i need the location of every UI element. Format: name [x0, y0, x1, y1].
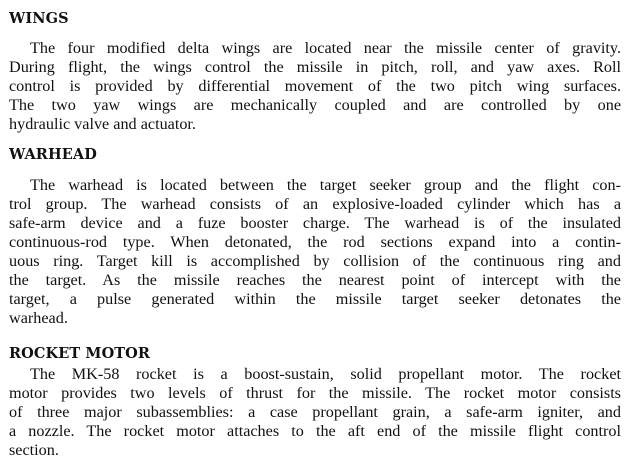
wings-paragraph-line: During flight, the wings control the missile in pitch, roll, and yaw axes. Roll [9, 58, 621, 76]
rocket-motor-paragraph-line: a nozzle. The rocket motor attaches to the aft end of the missile flight control [9, 422, 621, 440]
rocket-motor-paragraph-line: motor provides two levels of thrust for the missile. The rocket motor consists [9, 384, 621, 402]
warhead-paragraph-line: continuous-rod type. When detonated, the rod sections expand into a contin- [9, 233, 621, 251]
section-heading-rocket-motor: ROCKET MOTOR [9, 345, 151, 362]
warhead-paragraph-line: target, a pulse generated within the missile target seeker detonates the [9, 290, 621, 308]
warhead-paragraph-line: safe-arm device and a fuze booster charge. The warhead is of the insulated [9, 214, 621, 232]
warhead-paragraph-line: trol group. The warhead consists of an explosive-loaded cylinder which has a [9, 195, 621, 213]
wings-paragraph-line: The two yaw wings are mechanically coupled and are controlled by one [9, 96, 621, 114]
wings-paragraph-line: control is provided by differential movement of the two pitch wing surfaces. [9, 77, 621, 95]
warhead-paragraph-line: the target. As the missile reaches the nearest point of intercept with the [9, 271, 621, 289]
warhead-paragraph-line: warhead. [9, 309, 68, 327]
warhead-paragraph-line: uous ring. Target kill is accomplished by collision of the continuous ring and [9, 252, 621, 270]
wings-paragraph-line: hydraulic valve and actuator. [9, 115, 196, 133]
rocket-motor-paragraph-line: of three major subassemblies: a case propellant grain, a safe-arm igniter, and [9, 403, 621, 421]
section-heading-warhead: WARHEAD [9, 146, 97, 163]
wings-paragraph-line: The four modified delta wings are located near the missile center of gravity. [30, 39, 621, 57]
warhead-paragraph-line: The warhead is located between the target seeker group and the flight con- [30, 176, 621, 194]
rocket-motor-paragraph-line: The MK-58 rocket is a boost-sustain, solid propellant motor. The rocket [30, 365, 621, 383]
section-heading-wings: WINGS [9, 10, 69, 27]
rocket-motor-paragraph-line: section. [9, 441, 59, 459]
